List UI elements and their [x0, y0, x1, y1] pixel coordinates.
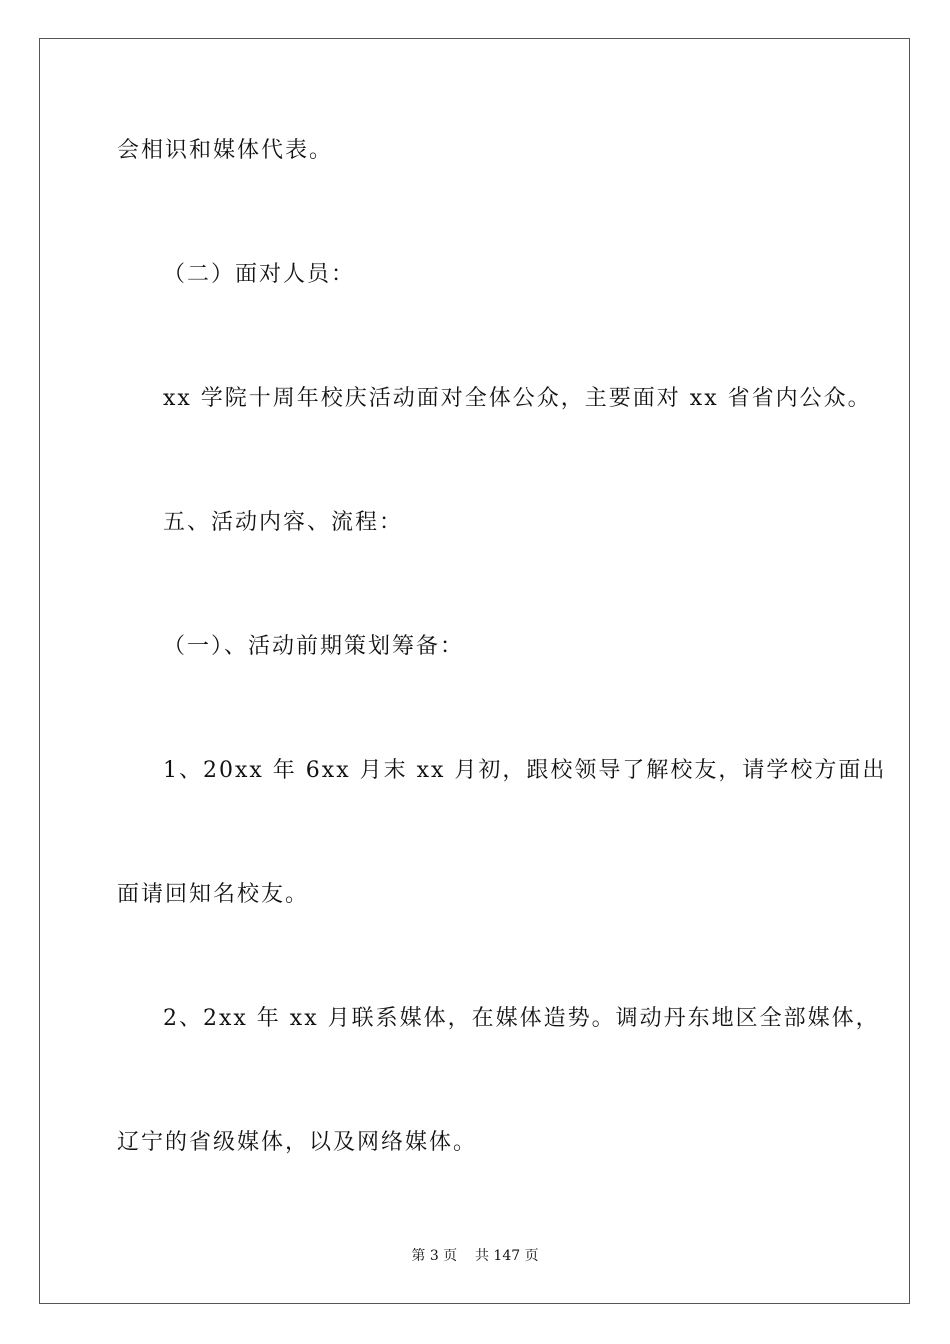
paragraph-line: xx 学院十周年校庆活动面对全体公众，主要面对 xx 省省内公众。	[163, 386, 872, 411]
section-heading: （二）面对人员：	[163, 262, 356, 287]
paragraph-line: 会相识和媒体代表。	[117, 138, 334, 163]
paragraph-line: 2、2xx 年 xx 月联系媒体，在媒体造势。调动丹东地区全部媒体，	[163, 1006, 880, 1031]
page-frame	[39, 38, 910, 1304]
section-heading: 五、活动内容、流程：	[163, 510, 404, 535]
paragraph-line: 辽宁的省级媒体，以及网络媒体。	[117, 1130, 478, 1155]
paragraph-line: 1、20xx 年 6xx 月末 xx 月初，跟校领导了解校友，请学校方面出	[163, 758, 887, 783]
section-heading: （一）、活动前期策划筹备：	[163, 634, 465, 659]
paragraph-line: 面请回知名校友。	[117, 882, 310, 907]
page-number-footer: 第 3 页 共 147 页	[411, 1248, 539, 1264]
